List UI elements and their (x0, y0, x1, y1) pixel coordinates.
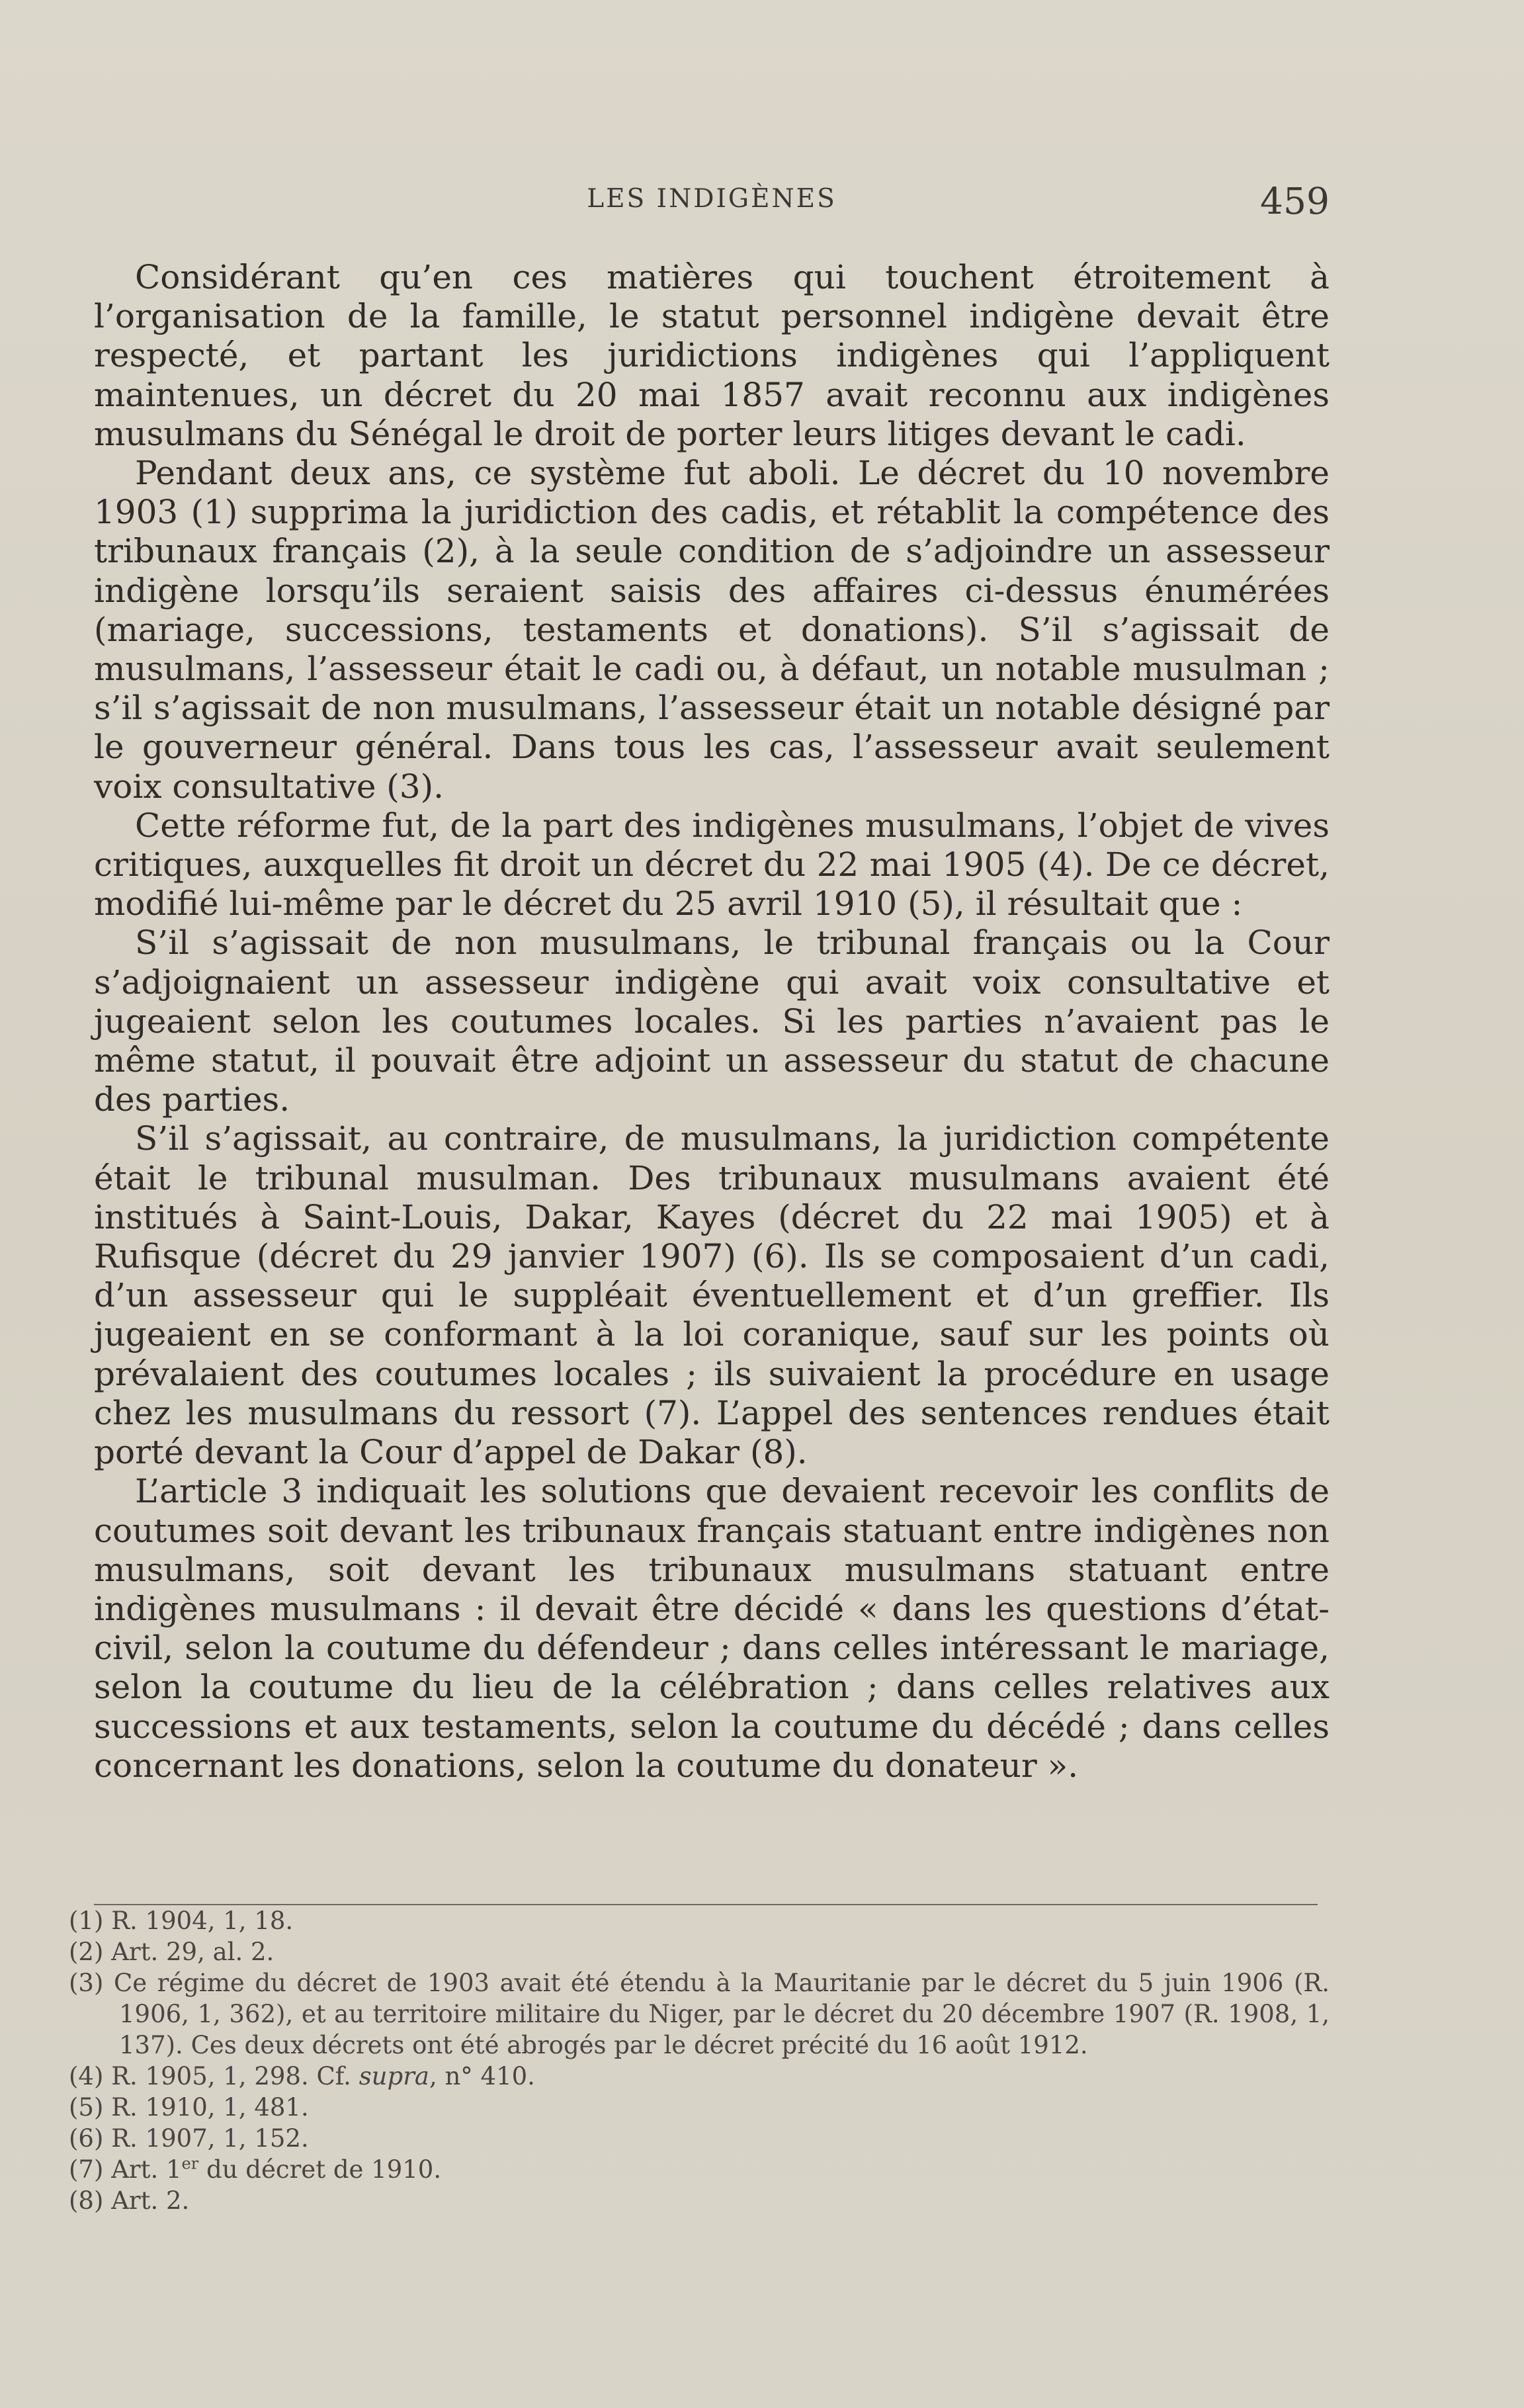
page-header (94, 180, 1330, 226)
footnote-7 (69, 2154, 1330, 2185)
footnote-5 (69, 2092, 1330, 2123)
footnote-text: Art. 2. (111, 2186, 190, 2215)
footnote-label: (6) (69, 2124, 104, 2153)
footnote-label: (5) (69, 2093, 104, 2122)
footnote-text: Art. 1 (111, 2155, 182, 2184)
footnotes (69, 1905, 1330, 2216)
footnote-superscript: er (181, 2154, 199, 2173)
footnote-text: , n° 410. (429, 2062, 535, 2090)
page-number: 459 (1260, 180, 1330, 222)
body-text (94, 258, 1330, 1785)
paragraph: Cette réforme fut, de la part des indigènes musulmans, l’objet de vives critiques, auxquelles fit droit un décret du 22 mai 1905 (4). De ce décret, modifié lui-même par le décret du 25 avril 1910 (5), il résultait que : (94, 806, 1330, 924)
footnote-text: R. 1905, 1, 298. Cf. (111, 2062, 351, 2090)
footnote-text: Art. 29, al. 2. (111, 1938, 275, 1966)
footnote-label: (2) (69, 1938, 104, 1966)
footnote-label: (4) (69, 2062, 104, 2090)
footnote-2 (69, 1936, 1330, 1967)
paragraph: S’il s’agissait, au contraire, de musulmans, la juridiction compétente était le tribunal musulman. Des tribunaux musulmans avaient été institués à Saint-Louis, Dakar, Kayes (décret du 22 mai 1905) et à Rufisque (décret du 29 janvier 1907) (6). Ils se composaient d’un cadi, d’un assesseur qui le suppléait éventuellement et d’un greffier. Ils jugeaient en se conformant à la loi coranique, sauf sur les points où prévalaient des coutumes locales ; ils suivaient la procédure en usage chez les musulmans du ressort (7). L’appel des sentences rendues était porté devant la Cour d’appel de Dakar (8). (94, 1119, 1330, 1472)
paragraph: Pendant deux ans, ce système fut aboli. Le décret du 10 novembre 1903 (1) supprima la juridiction des cadis, et rétablit la compétence des tribunaux français (2), à la seule condition de s’adjoindre un assesseur indigène lorsqu’ils seraient saisis des affaires ci-dessus énumérées (mariage, successions, testaments et donations). S’il s’agissait de musulmans, l’assesseur était le cadi ou, à défaut, un notable musulman ; s’il s’agissait de non musulmans, l’assesseur était un notable désigné par le gouverneur général. Dans tous les cas, l’assesseur avait seulement voix consultative (3). (94, 454, 1330, 806)
footnote-6 (69, 2123, 1330, 2154)
running-head: LES INDIGÈNES (587, 184, 837, 214)
footnote-4 (69, 2061, 1330, 2092)
footnote-text: R. 1904, 1, 18. (111, 1907, 294, 1935)
paragraph: L’article 3 indiquait les solutions que devaient recevoir les conflits de coutumes soit devant les tribunaux français statuant entre indigènes non musulmans, soit devant les tribunaux musulmans statuant entre indigènes musulmans : il devait être décidé « dans les questions d’état-civil, selon la coutume du défendeur ; dans celles intéressant le mariage, selon la coutume du lieu de la célébration ; dans celles relatives aux successions et aux testaments, selon la coutume du décédé ; dans celles concernant les donations, selon la coutume du donateur ». (94, 1472, 1330, 1785)
footnote-label: (3) (69, 1969, 104, 1997)
footnote-text: R. 1907, 1, 152. (111, 2124, 309, 2153)
footnote-emphasis: supra (359, 2062, 429, 2090)
footnote-text: Ce régime du décret de 1903 avait été étendu à la Mauritanie par le décret du 5 juin 1906 (R. 1906, 1, 362), et au territoire militaire du Niger, par le décret du 20 décembre 1907 (R. 1908, 1, 137). Ces deux décrets ont été abrogés par le décret précité du 16 août 1912. (113, 1969, 1330, 2059)
footnote-3 (69, 1967, 1330, 2061)
footnote-label: (8) (69, 2186, 104, 2215)
paragraph: S’il s’agissait de non musulmans, le tribunal français ou la Cour s’adjoignaient un assesseur indigène qui avait voix consultative et jugeaient selon les coutumes locales. Si les parties n’avaient pas le même statut, il pouvait être adjoint un assesseur du statut de chacune des parties. (94, 924, 1330, 1119)
footnote-text: R. 1910, 1, 481. (111, 2093, 309, 2122)
footnote-text: du décret de 1910. (198, 2155, 442, 2184)
footnote-8 (69, 2185, 1330, 2216)
paragraph: Considérant qu’en ces matières qui touchent étroitement à l’organisation de la famille, le statut personnel indigène devait être respecté, et partant les juridictions indigènes qui l’appliquent maintenues, un décret du 20 mai 1857 avait reconnu aux indigènes musulmans du Sénégal le droit de porter leurs litiges devant le cadi. (94, 258, 1330, 453)
footnote-1 (69, 1905, 1330, 1936)
footnote-label: (1) (69, 1907, 104, 1935)
footnote-label: (7) (69, 2155, 104, 2184)
